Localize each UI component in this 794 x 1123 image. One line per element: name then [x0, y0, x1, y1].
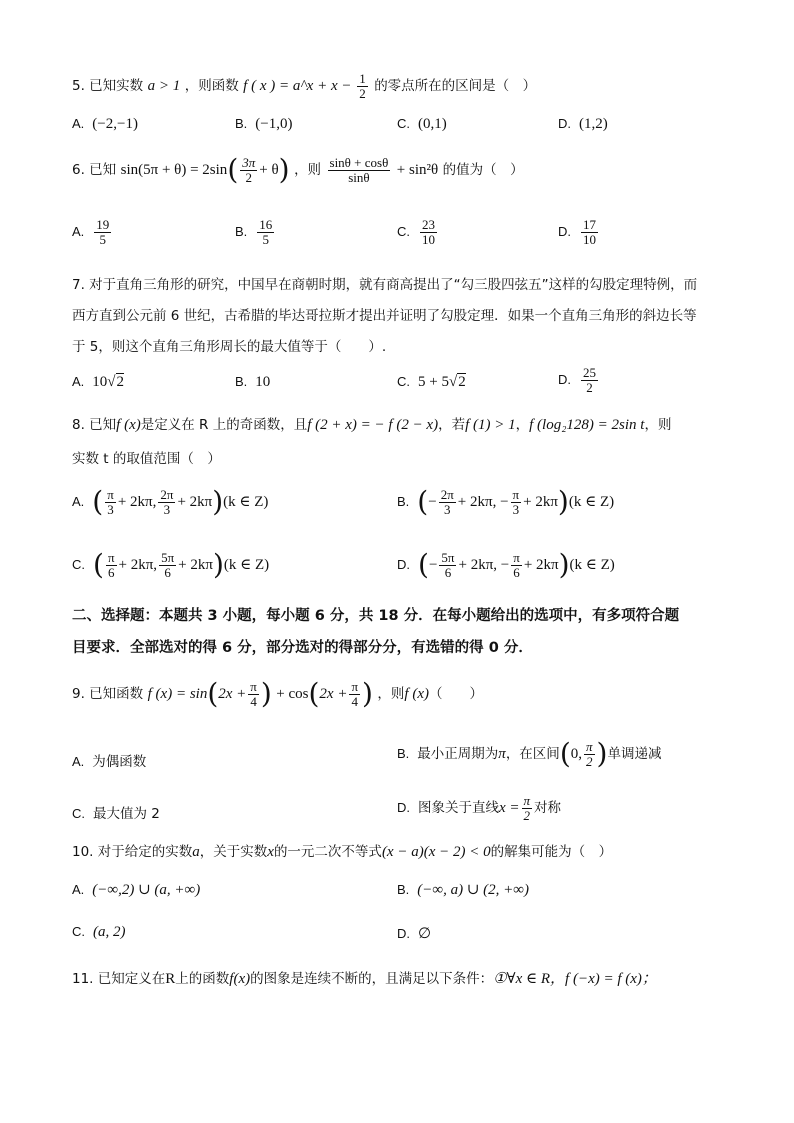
q9-stem: 9. 已知函数 f (x) = sin(2x + $\frac{\pi}{4}$ ) + cos(2x + $\frac{\pi}{4}$ ) ，则f (x)（ ） [72, 677, 483, 711]
q6-option-c[interactable]: C. $\frac{23}{10}$ [397, 217, 435, 247]
fraction-sin-cos: $\frac{\sin\theta + \cos\theta}{\sin\theta}$ [329, 155, 389, 185]
q7-option-c[interactable]: C. 5 + 5√2 [397, 374, 466, 390]
q5-option-b[interactable]: B. (−1,0) [235, 116, 293, 132]
q7-option-b[interactable]: B. 10 [235, 374, 271, 390]
q8-option-a[interactable]: A. ( $\frac{\pi}{3}$ + 2kπ, $\frac{2\pi}{3}$ + 2kπ)(k ∈ Z) [72, 485, 269, 519]
q7-option-d[interactable]: D. $\frac{25}{2}$ [558, 365, 596, 395]
q7-line-3: 于 5，则这个直角三角形周长的最大值等于（ ）. [72, 339, 387, 355]
q7-line-2: 西方直到公元前 6 世纪，古希腊的毕达哥拉斯才提出并证明了勾股定理．如果一个直角三角形的斜边长等 [72, 308, 697, 324]
q7-option-a[interactable]: A. 10√2 [72, 374, 125, 390]
q11-stem: 11. 已知定义在R上的函数f(x)的图象是连续不断的，且满足以下条件：①∀x ∈ R，f (−x) = f (x)； [72, 971, 657, 987]
q9-option-d[interactable]: D. 图象关于直线x = $\frac{\pi}{2}$ 对称 [397, 793, 562, 823]
q8-option-c[interactable]: C. ( $\frac{\pi}{6}$ + 2kπ, $\frac{5\pi}{6}$ + 2kπ)(k ∈ Z) [72, 548, 270, 582]
q9-option-a[interactable]: A. 为偶函数 [72, 754, 147, 770]
q6-stem: 6. 已知 sin(5π + θ) = 2sin( $\frac{3\pi}{2}$ + θ) ，则 $\frac{\sin\theta + \cos\theta}{\sin\theta}$ + sin²θ 的值为（ ） [72, 153, 524, 187]
q10-option-a[interactable]: A. (−∞,2) ∪ (a, +∞) [72, 882, 201, 898]
q8-option-b[interactable]: B. (− $\frac{2\pi}{3}$ + 2kπ, − $\frac{\pi}{3}$ + 2kπ)(k ∈ Z) [397, 485, 615, 519]
q9-option-c[interactable]: C. 最大值为 2 [72, 806, 160, 822]
fraction-3pi-2: $\frac{3\pi}{2}$ [242, 155, 256, 185]
q8-option-d[interactable]: D. (− $\frac{5\pi}{6}$ + 2kπ, − $\frac{\pi}{6}$ + 2kπ)(k ∈ Z) [397, 548, 615, 582]
q6-option-b[interactable]: B. $\frac{16}{5}$ [235, 217, 273, 247]
q7-line-1: 7. 对于直角三角形的研究，中国早在商朝时期，就有商高提出了“勾三股四弦五”这样的勾股定理特例，而 [72, 277, 698, 293]
q5-option-a[interactable]: A. (−2,−1) [72, 116, 138, 132]
q10-option-d[interactable]: D. ∅ [397, 926, 432, 942]
q10-option-b[interactable]: B. (−∞, a) ∪ (2, +∞) [397, 882, 529, 898]
q5-stem: 5. 已知实数 a > 1 ，则函数 f ( x ) = a^x + x − $\frac{1}{2}$ 的零点所在的区间是（ ） [72, 71, 537, 101]
q10-option-c[interactable]: C. (a, 2) [72, 924, 126, 940]
q9-option-b[interactable]: B. 最小正周期为π，在区间(0, $\frac{\pi}{2}$ )单调递减 [397, 737, 662, 771]
fraction-half: $\frac{1}{2}$ [359, 71, 366, 101]
q6-option-a[interactable]: A. $\frac{19}{5}$ [72, 217, 110, 247]
q10-stem: 10. 对于给定的实数a，关于实数x的一元二次不等式(x − a)(x − 2) < 0的解集可能为（ ） [72, 844, 613, 860]
q8-line-2: 实数 t 的取值范围（ ） [72, 451, 221, 467]
q6-option-d[interactable]: D. $\frac{17}{10}$ [558, 217, 596, 247]
section-2-heading-line-2: 目要求．全部选对的得 6 分，部分选对的得部分分，有选错的得 0 分． [72, 640, 533, 656]
q5-option-d[interactable]: D. (1,2) [558, 116, 608, 132]
q5-option-c[interactable]: C. (0,1) [397, 116, 447, 132]
q8-line-1: 8. 已知f (x)是定义在 R 上的奇函数，且f (2 + x) = − f (2 − x)，若f (1) > 1，f (log₂128) = 2sin t，则 [72, 417, 672, 433]
section-2-heading-line-1: 二、选择题：本题共 3 小题，每小题 6 分，共 18 分．在每小题给出的选项中，有多项符合题 [72, 608, 680, 624]
